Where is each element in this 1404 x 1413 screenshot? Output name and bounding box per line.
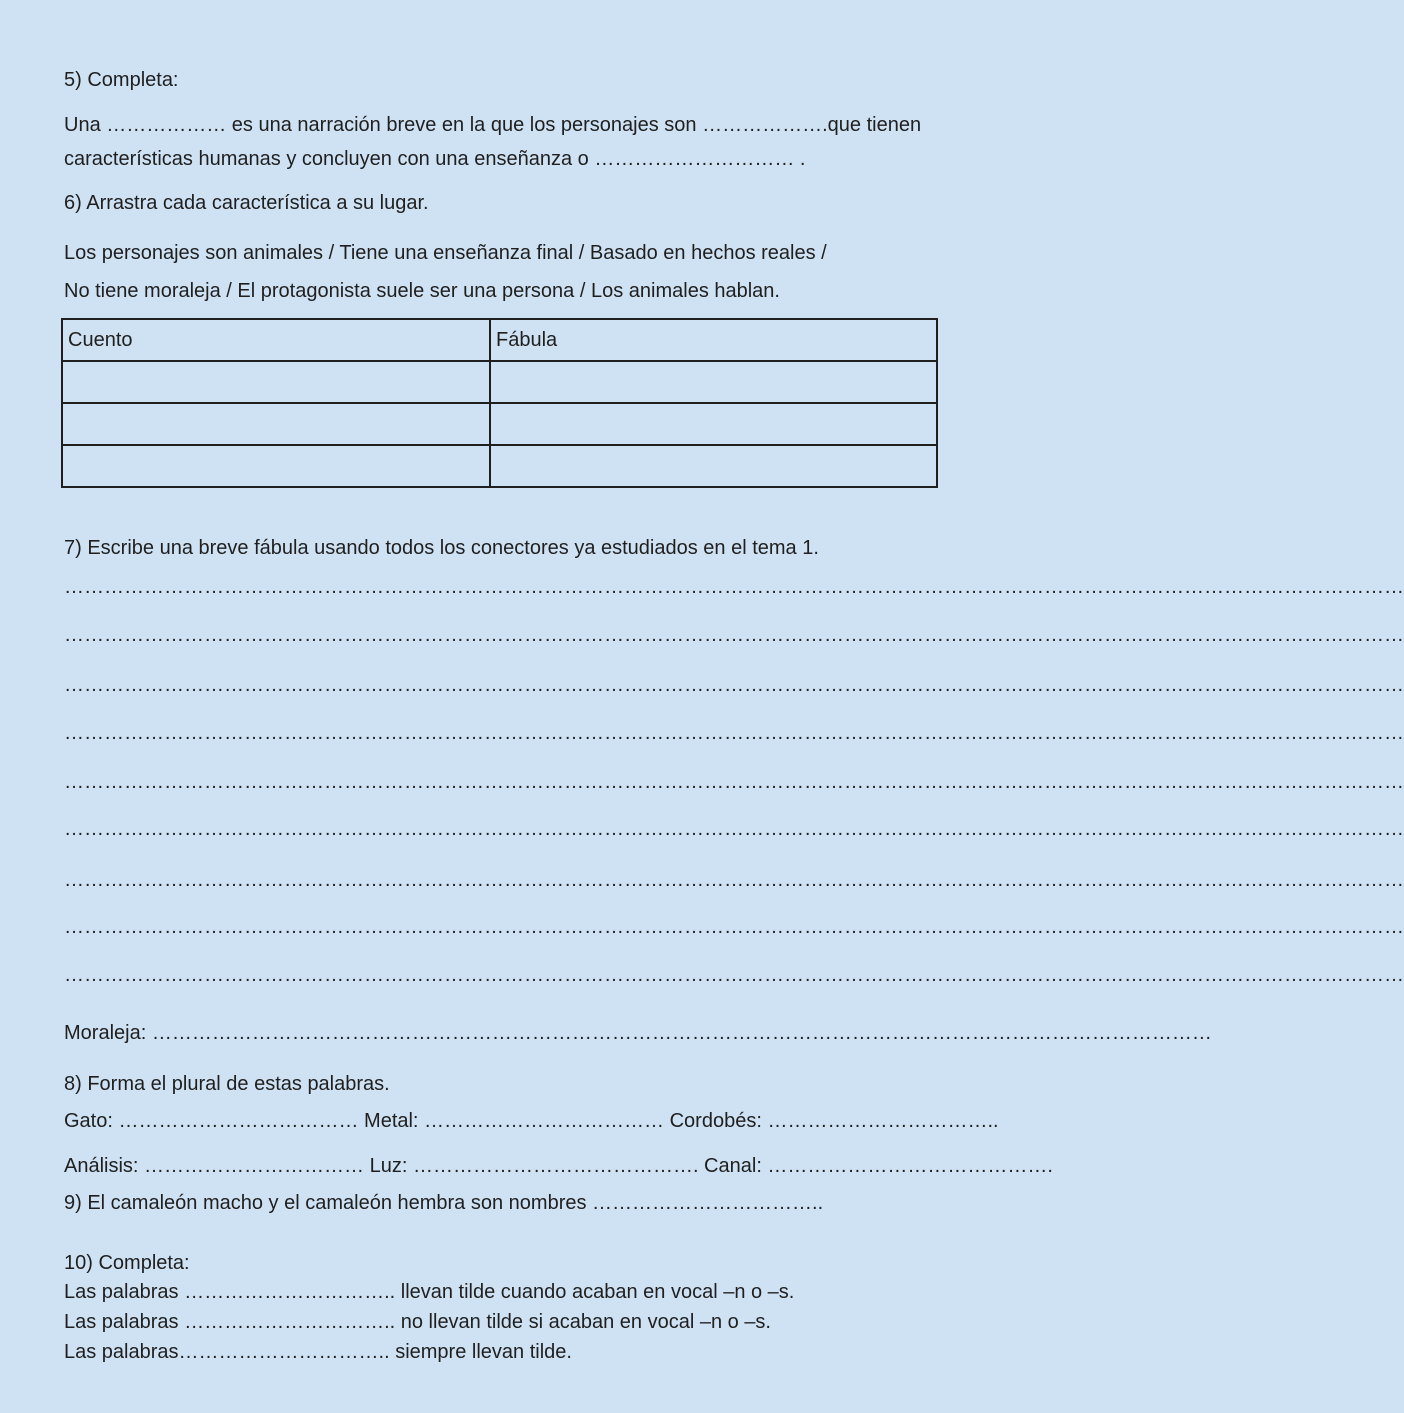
q10-line-2: Las palabras ………………………….. no llevan tilde si acaban en vocal –n o –s. <box>64 1311 771 1333</box>
q5-line-1: Una ……………… es una narración breve en la que los personajes son ……………….que tienen <box>64 114 922 136</box>
table-header-row <box>62 319 937 361</box>
q9-text: 9) El camaleón macho y el camaleón hembra son nombres …………………………….. <box>64 1192 824 1214</box>
q10-title: 10) Completa: <box>64 1252 190 1274</box>
drop-cell-fabula[interactable] <box>490 445 937 487</box>
writing-line-8[interactable]: ………………………………………………………………………………………………………………………………………………………………………………… <box>64 916 1404 938</box>
writing-line-9[interactable]: ………………………………………………………………………………………………………………………………………………………………………………… <box>64 964 1404 986</box>
drop-cell-fabula[interactable] <box>490 403 937 445</box>
table-row <box>62 445 937 487</box>
drop-cell-fabula[interactable] <box>490 361 937 403</box>
writing-line-3[interactable]: ………………………………………………………………………………………………………………………………………………………………………………… <box>64 674 1404 696</box>
table-header-cuento: Cuento <box>62 319 490 361</box>
sorting-table <box>61 318 938 488</box>
writing-line-7[interactable]: ………………………………………………………………………………………………………………………………………………………………………………… <box>64 869 1404 891</box>
drop-cell-cuento[interactable] <box>62 403 490 445</box>
writing-line-4[interactable]: ………………………………………………………………………………………………………………………………………………………………………………… <box>64 722 1404 744</box>
q6-title: 6) Arrastra cada característica a su lugar. <box>64 192 429 214</box>
moraleja-line[interactable]: Moraleja: …………………………………………………………………………………………………………………………………………… <box>64 1022 1212 1044</box>
drop-cell-cuento[interactable] <box>62 361 490 403</box>
table-row <box>62 361 937 403</box>
q10-line-1: Las palabras ………………………….. llevan tilde cuando acaban en vocal –n o –s. <box>64 1281 795 1303</box>
q5-title: 5) Completa: <box>64 69 179 91</box>
q6-options-line-1: Los personajes son animales / Tiene una enseñanza final / Basado en hechos reales / <box>64 242 827 264</box>
writing-line-2[interactable]: ………………………………………………………………………………………………………………………………………………………………………………… <box>64 624 1404 646</box>
q8-title: 8) Forma el plural de estas palabras. <box>64 1073 390 1095</box>
q10-line-3: Las palabras………………………….. siempre llevan tilde. <box>64 1341 572 1363</box>
table-header-fabula: Fábula <box>490 319 937 361</box>
q7-title: 7) Escribe una breve fábula usando todos los conectores ya estudiados en el tema 1. <box>64 537 819 559</box>
q6-options-line-2: No tiene moraleja / El protagonista suele ser una persona / Los animales hablan. <box>64 280 780 302</box>
q5-line-2: características humanas y concluyen con una enseñanza o ………………………… . <box>64 148 806 170</box>
drop-cell-cuento[interactable] <box>62 445 490 487</box>
q8-row-1[interactable]: Gato: ……………………………… Metal: ……………………………… Cordobés: …………………………….. <box>64 1110 999 1132</box>
q8-row-2[interactable]: Análisis: …………………………… Luz: ……………………………………. Canal: ……………………………………. <box>64 1155 1053 1177</box>
writing-line-5[interactable]: ………………………………………………………………………………………………………………………………………………………………………………… <box>64 771 1404 793</box>
writing-line-6[interactable]: ………………………………………………………………………………………………………………………………………………………………………………… <box>64 818 1404 840</box>
writing-line-1[interactable]: ………………………………………………………………………………………………………………………………………………………………………………… <box>64 576 1404 598</box>
table-row <box>62 403 937 445</box>
